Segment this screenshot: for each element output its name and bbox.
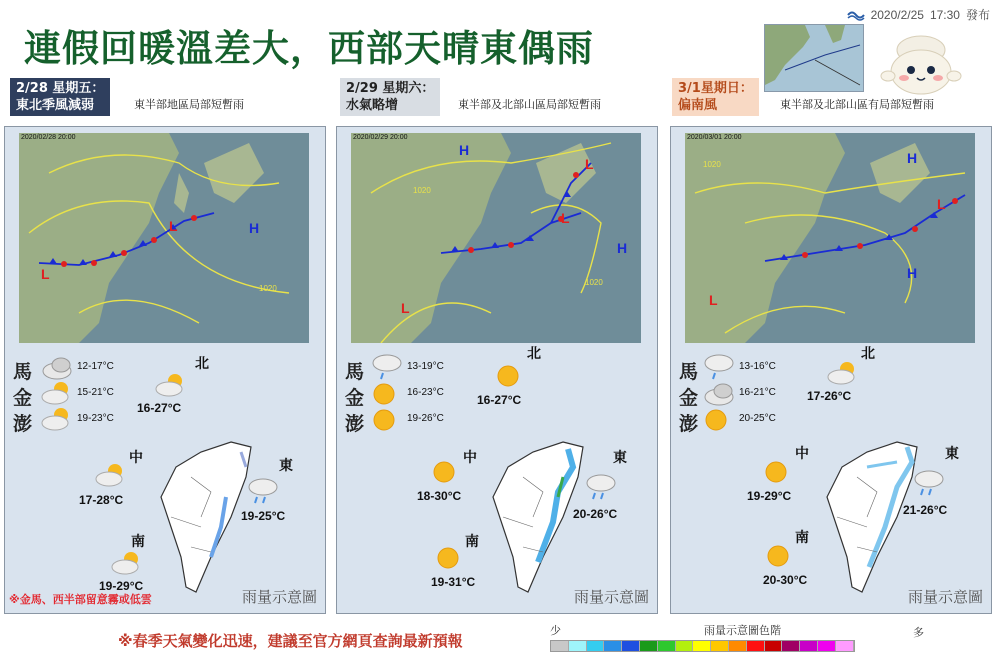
- region-temp: 16-27°C: [137, 401, 182, 415]
- sunny-icon: [761, 457, 791, 487]
- city-forecast: [5, 347, 325, 614]
- publish-time: 17:30: [929, 7, 960, 22]
- surface-map-svg: [685, 133, 975, 343]
- island-kinmen: 金: [13, 387, 33, 409]
- region-north: 北: [527, 346, 541, 362]
- island-temp: 13-16°C: [739, 361, 776, 372]
- island-matsu: 馬: [345, 361, 365, 383]
- page-title: 連假回暖溫差大，西部天晴東偶雨: [24, 27, 594, 70]
- scale-swatch: [711, 641, 729, 651]
- scale-swatch: [818, 641, 836, 651]
- island-temp: 19-26°C: [407, 413, 444, 424]
- footer-note: ※春季天氣變化迅速，建議至官方網頁查詢最新預報: [118, 632, 463, 650]
- rain-icon: [583, 471, 619, 501]
- scale-swatch: [693, 641, 711, 651]
- day-tag-summary: 東北季風減弱: [16, 98, 95, 113]
- scale-title: 雨量示意圖色階: [704, 624, 781, 637]
- region-east: 東: [279, 458, 293, 474]
- low-pressure-label: L: [937, 196, 946, 212]
- region-central: 中: [129, 450, 143, 466]
- day-description: 東半部地區局部短暫雨: [134, 98, 244, 111]
- map-date: 2020/02/29 20:00: [353, 134, 408, 141]
- island-temp: 15-21°C: [77, 387, 114, 398]
- region-south: 南: [131, 534, 145, 550]
- rain-diagram-label: 雨量示意圖: [907, 588, 983, 606]
- scale-swatch: [640, 641, 658, 651]
- forecast-panel-3: [670, 126, 992, 614]
- region-north: 北: [861, 346, 875, 362]
- publish-date: 2020/2/25: [870, 7, 924, 22]
- region-temp: 19-29°C: [747, 489, 792, 503]
- island-kinmen: 金: [345, 387, 365, 409]
- region-temp: 21-26°C: [903, 503, 948, 517]
- publish-info: [847, 6, 990, 23]
- day-description: 東半部及北部山區局部短暫雨: [458, 98, 601, 111]
- rain-icon: [911, 467, 947, 497]
- day-header-1: [10, 78, 330, 130]
- sunny-icon: [433, 543, 463, 573]
- scale-less-label: 少: [550, 624, 561, 637]
- partly-cloudy-icon: [825, 359, 861, 387]
- region-temp: 20-26°C: [573, 507, 618, 521]
- region-east: 東: [613, 450, 627, 466]
- low-pressure-label: L: [709, 292, 718, 308]
- isobar-label: 1020: [585, 278, 603, 287]
- weather-map: [19, 133, 309, 343]
- island-matsu: 馬: [679, 361, 699, 383]
- island-matsu: 馬: [13, 361, 33, 383]
- region-east: 東: [945, 446, 959, 462]
- weather-map: [685, 133, 975, 343]
- region-temp: 16-27°C: [477, 393, 522, 407]
- sunny-icon: [701, 405, 731, 435]
- day-tag-2: [340, 78, 440, 116]
- day-tag-1: [10, 78, 110, 116]
- island-temp: 19-23°C: [77, 413, 114, 424]
- island-temp: 12-17°C: [77, 361, 114, 372]
- rain-diagram-label: 雨量示意圖: [241, 588, 317, 606]
- scale-swatch: [587, 641, 605, 651]
- partly-cloudy-icon: [39, 405, 75, 433]
- day-tag-date: 2/28 星期五：: [16, 81, 105, 96]
- region-temp: 19-29°C: [99, 579, 144, 593]
- rain-diagram-label: 雨量示意圖: [573, 588, 649, 606]
- low-pressure-label: L: [41, 266, 50, 282]
- day-header-2: [340, 78, 660, 130]
- map-date: 2020/02/28 20:00: [21, 134, 76, 141]
- region-temp: 19-25°C: [241, 509, 286, 523]
- scale-swatch: [747, 641, 765, 651]
- sunny-icon: [493, 361, 523, 391]
- isobar-label: 1020: [703, 160, 721, 169]
- cloudy-icon: [39, 353, 75, 381]
- scale-swatch: [782, 641, 800, 651]
- forecast-panel-1: [4, 126, 326, 614]
- region-temp: 20-30°C: [763, 573, 808, 587]
- scale-swatch: [729, 641, 747, 651]
- cloudy-rain-icon: [701, 351, 737, 381]
- sunny-icon: [763, 541, 793, 571]
- isobar-label: 1020: [259, 284, 277, 293]
- region-south: 南: [795, 530, 809, 546]
- city-forecast: [337, 347, 657, 614]
- high-pressure-label: H: [907, 150, 918, 166]
- island-temp: 16-21°C: [739, 387, 776, 398]
- scale-swatch: [765, 641, 783, 651]
- high-pressure-label: H: [459, 142, 470, 158]
- scale-swatch: [569, 641, 587, 651]
- low-pressure-label: L: [401, 300, 410, 316]
- fog-warning: ※金馬、西半部留意霧或低雲: [9, 593, 152, 606]
- island-penghu: 澎: [345, 413, 365, 435]
- day-tag-date: 2/29 星期六：: [346, 81, 435, 96]
- scale-swatch: [836, 641, 854, 651]
- region-temp: 17-26°C: [807, 389, 852, 403]
- sunny-icon: [429, 457, 459, 487]
- scale-swatch: [800, 641, 818, 651]
- day-tag-summary: 偏南風: [678, 98, 718, 113]
- scale-bar: [550, 640, 855, 652]
- partly-cloudy-icon: [93, 461, 129, 489]
- partly-cloudy-icon: [109, 549, 145, 577]
- sunny-icon: [369, 405, 399, 435]
- high-pressure-label: H: [617, 240, 628, 256]
- map-date: 2020/03/01 20:00: [687, 134, 742, 141]
- publish-label: 發布: [965, 8, 990, 22]
- high-pressure-label: H: [249, 220, 260, 236]
- island-kinmen: 金: [679, 387, 699, 409]
- scale-swatch: [551, 641, 569, 651]
- island-penghu: 澎: [679, 413, 699, 435]
- surface-map-svg: [351, 133, 641, 343]
- weather-map: [351, 133, 641, 343]
- scale-swatch: [604, 641, 622, 651]
- rain-color-scale: [544, 620, 924, 660]
- region-central: 中: [463, 450, 477, 466]
- isobar-label: 1020: [413, 186, 431, 195]
- cloudy-rain-icon: [369, 351, 405, 381]
- scale-swatch: [622, 641, 640, 651]
- day-header-3: [672, 78, 992, 130]
- surface-map-svg: [19, 133, 309, 343]
- day-tag-3: [672, 78, 759, 116]
- day-tag-summary: 水氣略增: [346, 98, 399, 113]
- partly-cloudy-icon: [153, 371, 189, 399]
- island-temp: 16-23°C: [407, 387, 444, 398]
- cloudy-icon: [701, 379, 737, 407]
- region-central: 中: [795, 446, 809, 462]
- region-north: 北: [195, 356, 209, 372]
- scale-more-label: 多: [913, 626, 924, 639]
- forecast-panel-2: [336, 126, 658, 614]
- high-pressure-label: H: [907, 265, 918, 281]
- city-forecast: [671, 347, 991, 614]
- low-pressure-label: L: [561, 210, 570, 226]
- partly-cloudy-icon: [39, 379, 75, 407]
- region-south: 南: [465, 534, 479, 550]
- region-temp: 19-31°C: [431, 575, 476, 589]
- day-description: 東半部及北部山區有局部短暫雨: [780, 98, 934, 111]
- cwb-logo-icon: [847, 9, 865, 21]
- scale-swatch: [676, 641, 694, 651]
- region-temp: 18-30°C: [417, 489, 462, 503]
- low-pressure-label: L: [585, 156, 594, 172]
- day-tag-date: 3/1星期日：: [678, 81, 753, 96]
- rain-icon: [245, 475, 281, 505]
- region-temp: 17-28°C: [79, 493, 124, 507]
- low-pressure-label: L: [169, 218, 178, 234]
- island-penghu: 澎: [13, 413, 33, 435]
- island-temp: 13-19°C: [407, 361, 444, 372]
- scale-swatch: [658, 641, 676, 651]
- island-temp: 20-25°C: [739, 413, 776, 424]
